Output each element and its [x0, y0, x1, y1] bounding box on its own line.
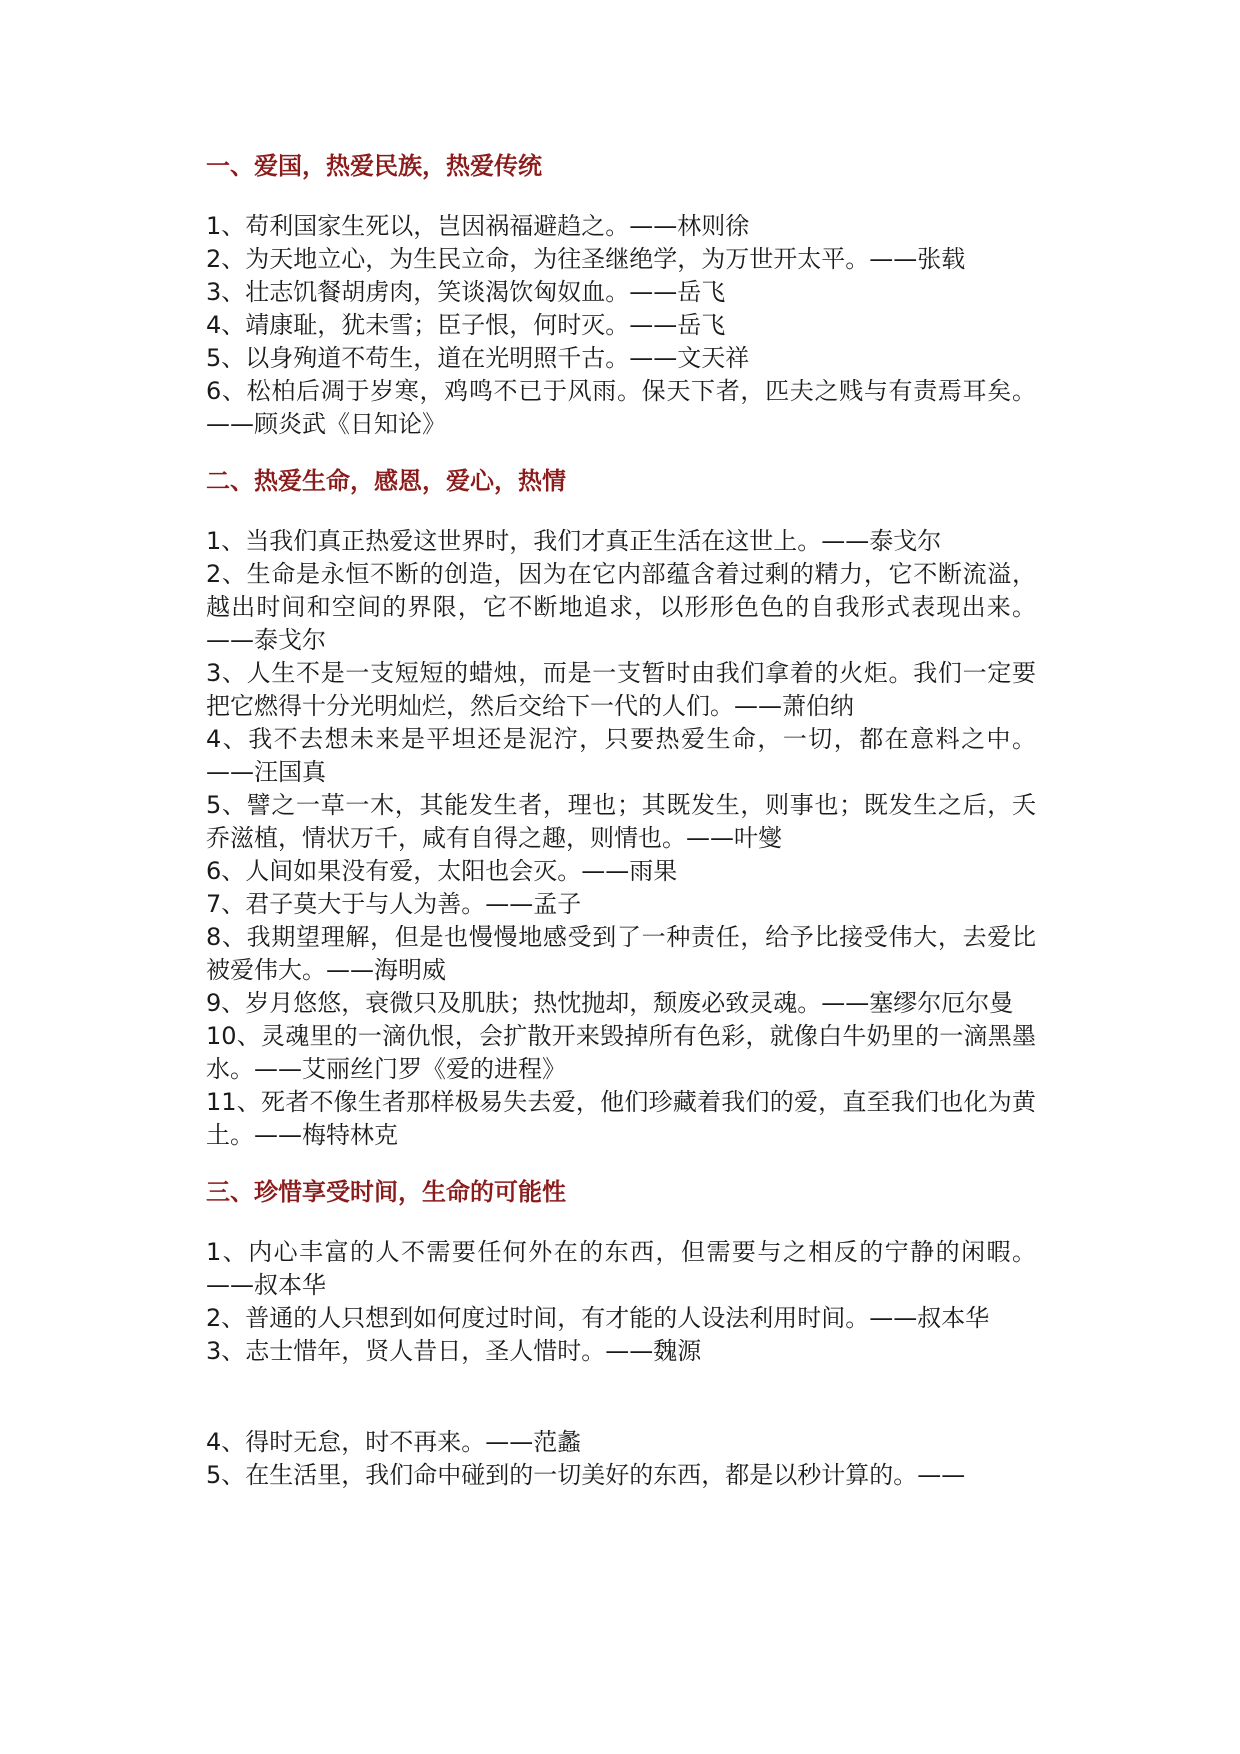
quote-item: 6、人间如果没有爱，太阳也会灭。——雨果 — [206, 857, 678, 885]
section-heading: 三、珍惜享受时间，生命的可能性 — [206, 1178, 566, 1206]
section-cherish-time — [206, 1176, 1036, 1492]
quote-list — [206, 1426, 1036, 1492]
quote-list — [206, 1236, 1036, 1368]
quote-item: 3、人生不是一支短短的蜡烛，而是一支暂时由我们拿着的火炬。我们一定要把它燃得十分光明灿烂，然后交给下一代的人们。——萧伯纳 — [206, 659, 1036, 720]
quote-item: 3、壮志饥餐胡虏肉，笑谈渴饮匈奴血。——岳飞 — [206, 278, 726, 306]
quote-item: 9、岁月悠悠，衰微只及肌肤；热忱抛却，颓废必致灵魂。——塞缪尔厄尔曼 — [206, 989, 1014, 1017]
quote-item: 2、生命是永恒不断的创造，因为在它内部蕴含着过剩的精力，它不断流溢，越出时间和空间的界限，它不断地追求，以形形色色的自我形式表现出来。——泰戈尔 — [206, 560, 1036, 654]
section-heading: 二、热爱生命，感恩，爱心，热情 — [206, 467, 566, 495]
quote-item: 5、在生活里，我们命中碰到的一切美好的东西，都是以秒计算的。—— — [206, 1461, 966, 1489]
quote-item: 1、苟利国家生死以，岂因祸福避趋之。——林则徐 — [206, 212, 750, 240]
section-patriotism — [206, 150, 1036, 441]
quote-item: 4、靖康耻，犹未雪；臣子恨，何时灭。——岳飞 — [206, 311, 726, 339]
quote-item: 5、譬之一草一木，其能发生者，理也；其既发生，则事也；既发生之后，夭乔滋植，情状万千，咸有自得之趣，则情也。——叶燮 — [206, 791, 1036, 852]
quote-item: 8、我期望理解，但是也慢慢地感受到了一种责任，给予比接受伟大，去爱比被爱伟大。——海明威 — [206, 923, 1036, 984]
quote-item: 6、松柏后凋于岁寒，鸡鸣不已于风雨。保天下者，匹夫之贱与有责焉耳矣。——顾炎武《日知论》 — [206, 377, 1036, 438]
quote-item: 4、我不去想未来是平坦还是泥泞，只要热爱生命，一切，都在意料之中。——汪国真 — [206, 725, 1036, 786]
quote-item: 2、为天地立心，为生民立命，为往圣继绝学，为万世开太平。——张载 — [206, 245, 966, 273]
quote-item: 10、灵魂里的一滴仇恨，会扩散开来毁掉所有色彩，就像白牛奶里的一滴黑墨水。——艾丽丝门罗《爱的进程》 — [206, 1022, 1036, 1083]
blank-gap — [206, 1368, 1036, 1426]
quote-item: 11、死者不像生者那样极易失去爱，他们珍藏着我们的爱，直至我们也化为黄土。——梅特林克 — [206, 1088, 1036, 1149]
quote-item: 1、当我们真正热爱这世界时，我们才真正生活在这世上。——泰戈尔 — [206, 527, 942, 555]
document-page — [206, 150, 1036, 1516]
quote-item: 3、志士惜年，贤人昔日，圣人惜时。——魏源 — [206, 1337, 702, 1365]
quote-item: 5、以身殉道不苟生，道在光明照千古。——文天祥 — [206, 344, 750, 372]
quote-item: 1、内心丰富的人不需要任何外在的东西，但需要与之相反的宁静的闲暇。——叔本华 — [206, 1238, 1036, 1299]
quote-item: 7、君子莫大于与人为善。——孟子 — [206, 890, 582, 918]
quote-list — [206, 525, 1036, 1152]
section-heading: 一、爱国，热爱民族，热爱传统 — [206, 152, 542, 180]
quote-item: 4、得时无怠，时不再来。——范蠡 — [206, 1428, 582, 1456]
quote-item: 2、普通的人只想到如何度过时间，有才能的人设法利用时间。——叔本华 — [206, 1304, 990, 1332]
quote-list — [206, 210, 1036, 441]
section-love-life — [206, 465, 1036, 1152]
